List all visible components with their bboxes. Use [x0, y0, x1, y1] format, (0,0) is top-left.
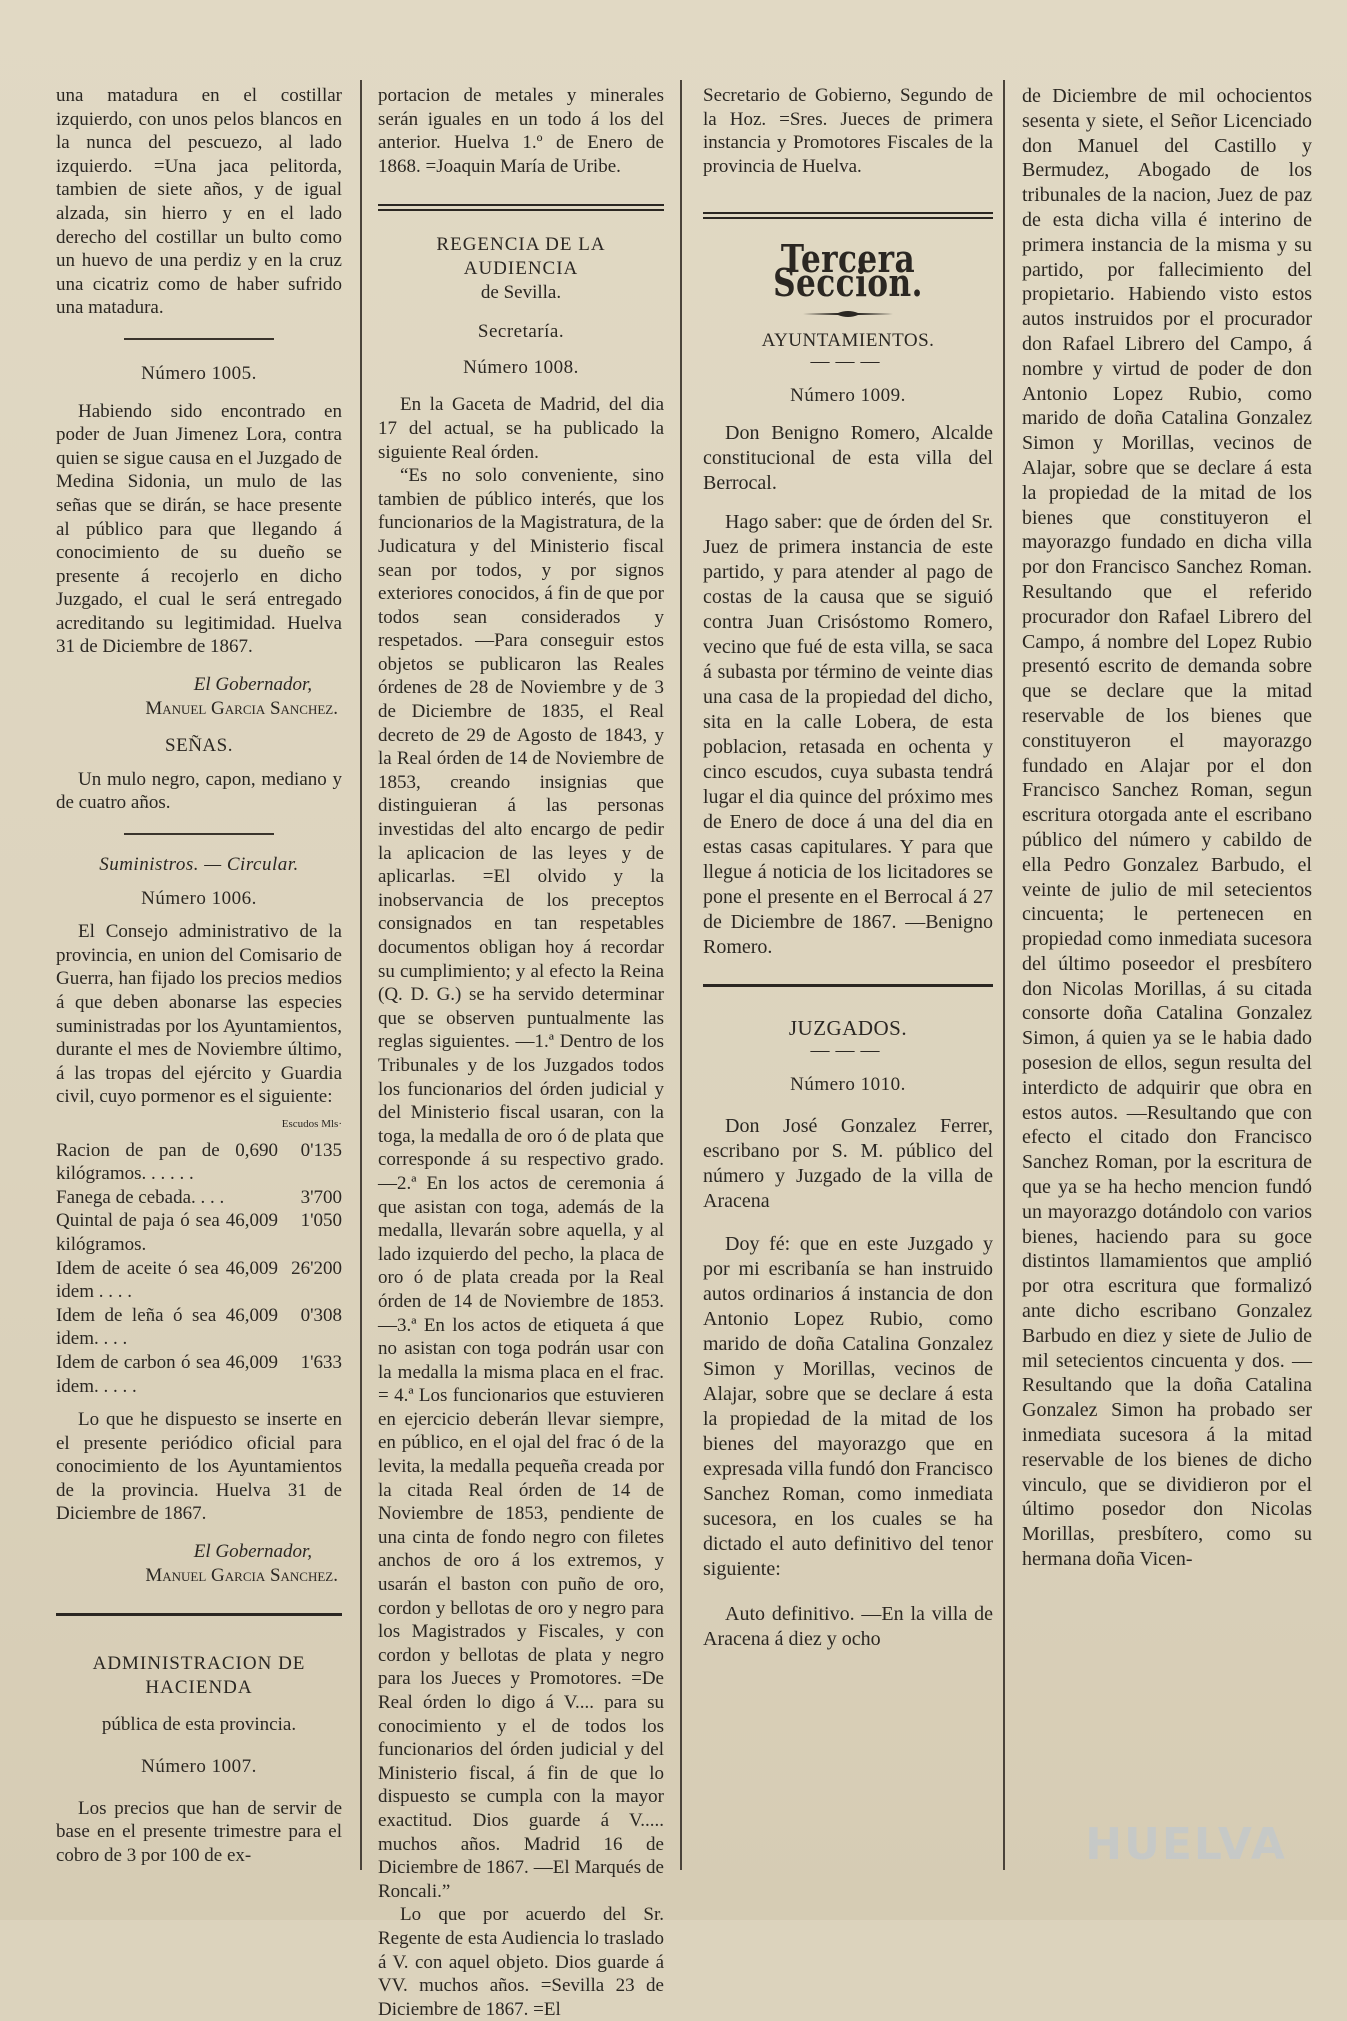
column-4 — [1022, 84, 1312, 1854]
section-subheading: Suministros. — Circular. — [99, 854, 299, 876]
signature-title: El Gobernador, — [193, 1541, 312, 1563]
dash-divider: ——— — [810, 351, 886, 373]
price-label: Idem de aceite ó sea 46,009 idem . . . . — [56, 1257, 278, 1303]
paragraph: Hago saber: que de órden del Sr. Juez de primera instancia de este partido, y para atender al pago de costas de la causa que se siguió contra Juan Crisóstomo Romero, vecino que fué de esta villa, se saca á subasta por término de veinte dias una casa de la propiedad del dicho, sita en la calle Lobera, de esta poblacion, retasada en ochenta y cinco escudos, cuya subasta tendrá lugar el dia quince del próximo mes de Enero de doce á una del dia en estas casas capitulares. Y para que llegue á noticia de los licitadores se pone el presente en el Berrocal á 27 de Diciembre de 1867. —Benigno Romero. — [703, 511, 993, 959]
paragraph: Un mulo negro, capon, mediano y de cuatro años. — [56, 768, 342, 814]
section-heading: ADMINISTRACION DE HACIENDA — [92, 1653, 306, 1698]
price-row — [56, 1351, 342, 1398]
notice-number: Número 1006. — [141, 887, 257, 909]
price-label: Racion de pan de 0,690 kilógramos. . . . . . — [56, 1139, 278, 1185]
notice-number: Número 1008. — [463, 356, 579, 378]
section-heading: AYUNTAMIENTOS. — [761, 329, 935, 351]
section-heading: JUZGADOS. — [788, 1016, 908, 1041]
price-row — [56, 1304, 342, 1351]
price-list — [56, 1139, 342, 1399]
paragraph: “Es no solo conveniente, sino tambien de público interés, que los funcionarios de la Magistratura, de la Judicatura y del Ministerio fiscal sean por todos, y por signos exteriores conocidos, á fin de que por todos sean considerados y respetados. —Para conseguir estos objetos se publicaron las Reales órdenes de 28 de Noviembre y de 3 de Diciembre de 1835, el Real decreto de 29 de Agosto de 1843, y la Real órden de 14 de Noviembre de 1853, creando insignias que distinguieran á las personas investidas del alto encargo de pedir la aplicacion de las leyes y de aplicarlas. =El olvido y la inobservancia de los preceptos consignados en tan respetables documentos obligan hoy á recordar su cumplimiento; y al efecto la Reina (Q. D. G.) se ha servido determinar que se observen puntualmente las reglas siguientes. —1.ª Dentro de los Tribunales y de los Juzgados todos los funcionarios del órden judicial y del Ministerio fiscal usaran, con la toga, la medalla de oro ó de plata que corresponde á su respectivo grado. —2.ª En los actos de ceremonia á que asistan con toga, además de la medalla, llevarán sobre aquella, y al lado izquierdo del pecho, la placa de oro ó de plata creada por la Real órden de 14 de Noviembre de 1853. —3.ª En los actos de etiqueta á que no asistan con toga podrán usar con la medalla la misma placa en el frac. = 4.ª Los funcionarios que estuvieren en ejercicio deberán llevar siempre, en público, en el ojal del frac ó de la levita, la medalla pequeña creada por la citada Real órden de 14 de Noviembre de 1853, pendiente de una cinta de fondo negro con filetes anchos de oro á los extremos, y usarán el baston con puño de oro, cordon y bellotas de oro y negro para los Magistrados y Fiscales, y con cordon y bellotas de plata y negro para los Jueces y Promotores. =De Real órden lo digo á V.... para su conocimiento y el de todos los funcionarios del órden judicial y del Ministerio fiscal, á fin de que lo dispuesto se cumpla con la mayor exactitud. Dios guarde á V..... muchos años. Madrid 16 de Diciembre de 1867. —El Marqués de Roncali.” — [378, 465, 664, 1902]
paragraph: Lo que por acuerdo del Sr. Regente de esta Audiencia lo traslado á V. con aquel objeto. Dios guarde á VV. muchos años. =Sevilla 23 de Diciembre de 1867. =El — [378, 1904, 664, 2020]
price-label: Idem de carbon ó sea 46,009 idem. . . . . — [56, 1351, 278, 1397]
column-2 — [378, 84, 664, 2020]
paragraph: portacion de metales y minerales serán iguales en un todo á los del anterior. Huelva 1.º de Enero de 1868. =Joaquin María de Uribe. — [378, 85, 664, 177]
divider — [124, 338, 274, 340]
price-row — [56, 1209, 342, 1256]
price-label: Idem de leña ó sea 46,009 idem. . . . — [56, 1304, 278, 1350]
column-rule-2 — [680, 80, 682, 1870]
paragraph: Lo que he dispuesto se inserte en el presente periódico oficial para conocimiento de los Ayuntamientos de la provincia. Huelva 31 de Diciembre de 1867. — [56, 1409, 342, 1525]
ornament-icon — [703, 309, 993, 319]
paragraph: Don José Gonzalez Ferrer, escribano por S. M. público del número y Juzgado de la villa de Aracena — [703, 1115, 993, 1213]
price-value: 0'135 — [300, 1139, 342, 1161]
paragraph: de Diciembre de mil ochocientos sesenta y siete, el Señor Licenciado don Manuel del Castillo y Bermudez, Abogado de los tribunales de la nacion, Juez de paz de esta dicha villa é interino de primera instancia de la misma y su partido, por fallecimiento del propietario. Habiendo visto estos autos instruidos por el procurador don Rafael Librero del Campo, á nombre y virtud de poder de don Antonio Lopez Rubio, como marido de doña Catalina Gonzalez Simon y Morillas, vecinos de Alajar, sobre que se declare á esta la propiedad de la mitad de los bienes que constituyeron el mayorazgo fundado en dicha villa por don Francisco Sanchez Roman. Resultando que el referido procurador don Rafael Librero del Campo, á nombre del Lopez Rubio presentó escrito de demanda sobre que se declare que la mitad reservable de los bienes que constituyeron el mayorazgo fundado en Alajar por el don Francisco Sanchez Roman, segun escritura otorgada ante el escribano público del número y cabildo de ella Pedro Gonzalez Barbudo, el veinte de julio de mil setecientos cincuenta; le pertenecen en propiedad como inmediata sucesora del último poseedor el presbítero don Nicolas Morillas, á su citada consorte doña Catalina Gonzalez Simon, á quien ya se le habia dado posesion de ellos, segun resulta del interdicto de adquirir que obra en estos autos. —Resultando que con efecto el citado don Francisco Sanchez Roman, por la escritura de que ya se ha hecho mencion fundó un mayorazgo dotándolo con varios bienes, haciendo para su goce distintos llamamientos que amplió por otra escritura que formalizó ante dicho escribano Gonzalez Barbudo en diez y siete de Julio de mil setecientos cincuenta y dos. —Resultando que la doña Catalina Gonzalez Simon ha probado ser inmediata sucesora á la mitad reservable de los bienes de dicho vinculo, que se dividieron por el último posedor don Nicolas Morillas, presbítero, como su hermana doña Vicen- — [1022, 85, 1312, 1571]
price-value: 3'700 — [300, 1186, 342, 1208]
paragraph: Don Benigno Romero, Alcalde constitucional de esta villa del Berrocal. — [703, 422, 993, 495]
section-heading-sub: de Sevilla. — [480, 281, 562, 303]
signature-name: Manuel Garcia Sanchez. — [145, 1564, 338, 1586]
notice-number: Número 1005. — [141, 362, 257, 384]
price-row — [56, 1186, 342, 1210]
section-title: Tercera Seccion. — [773, 236, 923, 305]
paragraph: En la Gaceta de Madrid, del dia 17 del actual, se ha publicado la siguiente Real órden. — [378, 394, 664, 463]
signature-title: El Gobernador, — [193, 674, 312, 696]
section-subheading: Secretaría. — [477, 321, 565, 343]
price-label: Quintal de paja ó sea 46,009 kilógramos. — [56, 1210, 278, 1255]
price-value: 1'050 — [300, 1210, 342, 1232]
price-value: 0'308 — [300, 1304, 342, 1326]
paragraph: El Consejo administrativo de la provincia, en union del Comisario de Guerra, han fijado los precios medios á que deben abonarse las especies suministradas por los Ayuntamientos, durante el mes de Noviembre último, á las tropas del ejército y Guardia civil, cuyo pormenor es el siguiente: — [56, 921, 342, 1108]
library-stamp: HUELVA — [1085, 1819, 1287, 1870]
section-heading-sub: pública de esta provincia. — [101, 1714, 297, 1736]
column-rule-3 — [1003, 80, 1005, 1870]
notice-number: Número 1007. — [141, 1756, 257, 1778]
price-row — [56, 1139, 342, 1186]
price-label: Fanega de cebada. . . . — [56, 1186, 225, 1208]
unit-label: Escudos Mls· — [281, 1117, 342, 1130]
column-1 — [56, 84, 342, 1866]
notice-number: Número 1009. — [790, 384, 906, 406]
paragraph: Los precios que han de servir de base en el presente trimestre para el cobro de 3 por 100 de ex- — [56, 1797, 342, 1866]
paragraph: Secretario de Gobierno, Segundo de la Hoz. =Sres. Jueces de primera instancia y Promotores Fiscales de la provincia de Huelva. — [703, 85, 993, 177]
divider — [378, 204, 664, 211]
paragraph: una matadura en el costillar izquierdo, con unos pelos blancos en la nunca del pescuezo, al lado izquierdo. =Una jaca pelitorda, tambien de siete años, y de igual alzada, sin hierro y en el lado derecho del costillar un bulto como un huevo de una perdiz y en la cruz una cicatriz como de haber sufrido una matadura. — [56, 85, 342, 319]
price-row — [56, 1257, 342, 1304]
divider — [703, 984, 993, 987]
paragraph: Doy fé: que en este Juzgado y por mi escribanía se han instruido autos ordinarios á instancia de don Antonio Lopez Rubio, como marido de doña Catalina Gonzalez Simon y Morillas, vecinos de Alajar, sobre que se declare á esta la propiedad de la mitad de los bienes del mayorazgo que en expresada villa fundó don Francisco Sanchez Roman, como inmediata sucesora, en los cuales se ha dictado el auto definitivo del tenor siguiente: — [703, 1233, 993, 1581]
section-subheading: SEÑAS. — [165, 735, 233, 757]
price-value: 1'633 — [300, 1351, 342, 1373]
dash-divider: ——— — [810, 1039, 886, 1061]
paragraph: Auto definitivo. —En la villa de Aracena á diez y ocho — [703, 1603, 993, 1651]
column-3 — [703, 84, 993, 1854]
section-heading: REGENCIA DE LA AUDIENCIA — [436, 234, 606, 279]
notice-number: Número 1010. — [790, 1073, 906, 1095]
paragraph: Habiendo sido encontrado en poder de Juan Jimenez Lora, contra quien se sigue causa en el Juzgado de Medina Sidonia, un mulo de las señas que se dirán, se hace presente al público para que llegando á conocimiento de su dueño se presente á recojerlo en dicho Juzgado, el cual le será entregado acreditando su legitimidad. Huelva 31 de Diciembre de 1867. — [56, 400, 342, 658]
divider — [56, 1613, 342, 1616]
price-value: 26'200 — [291, 1257, 342, 1279]
divider — [703, 212, 993, 219]
column-rule-1 — [360, 80, 362, 1870]
signature-name: Manuel Garcia Sanchez. — [145, 697, 338, 719]
divider — [124, 833, 274, 835]
